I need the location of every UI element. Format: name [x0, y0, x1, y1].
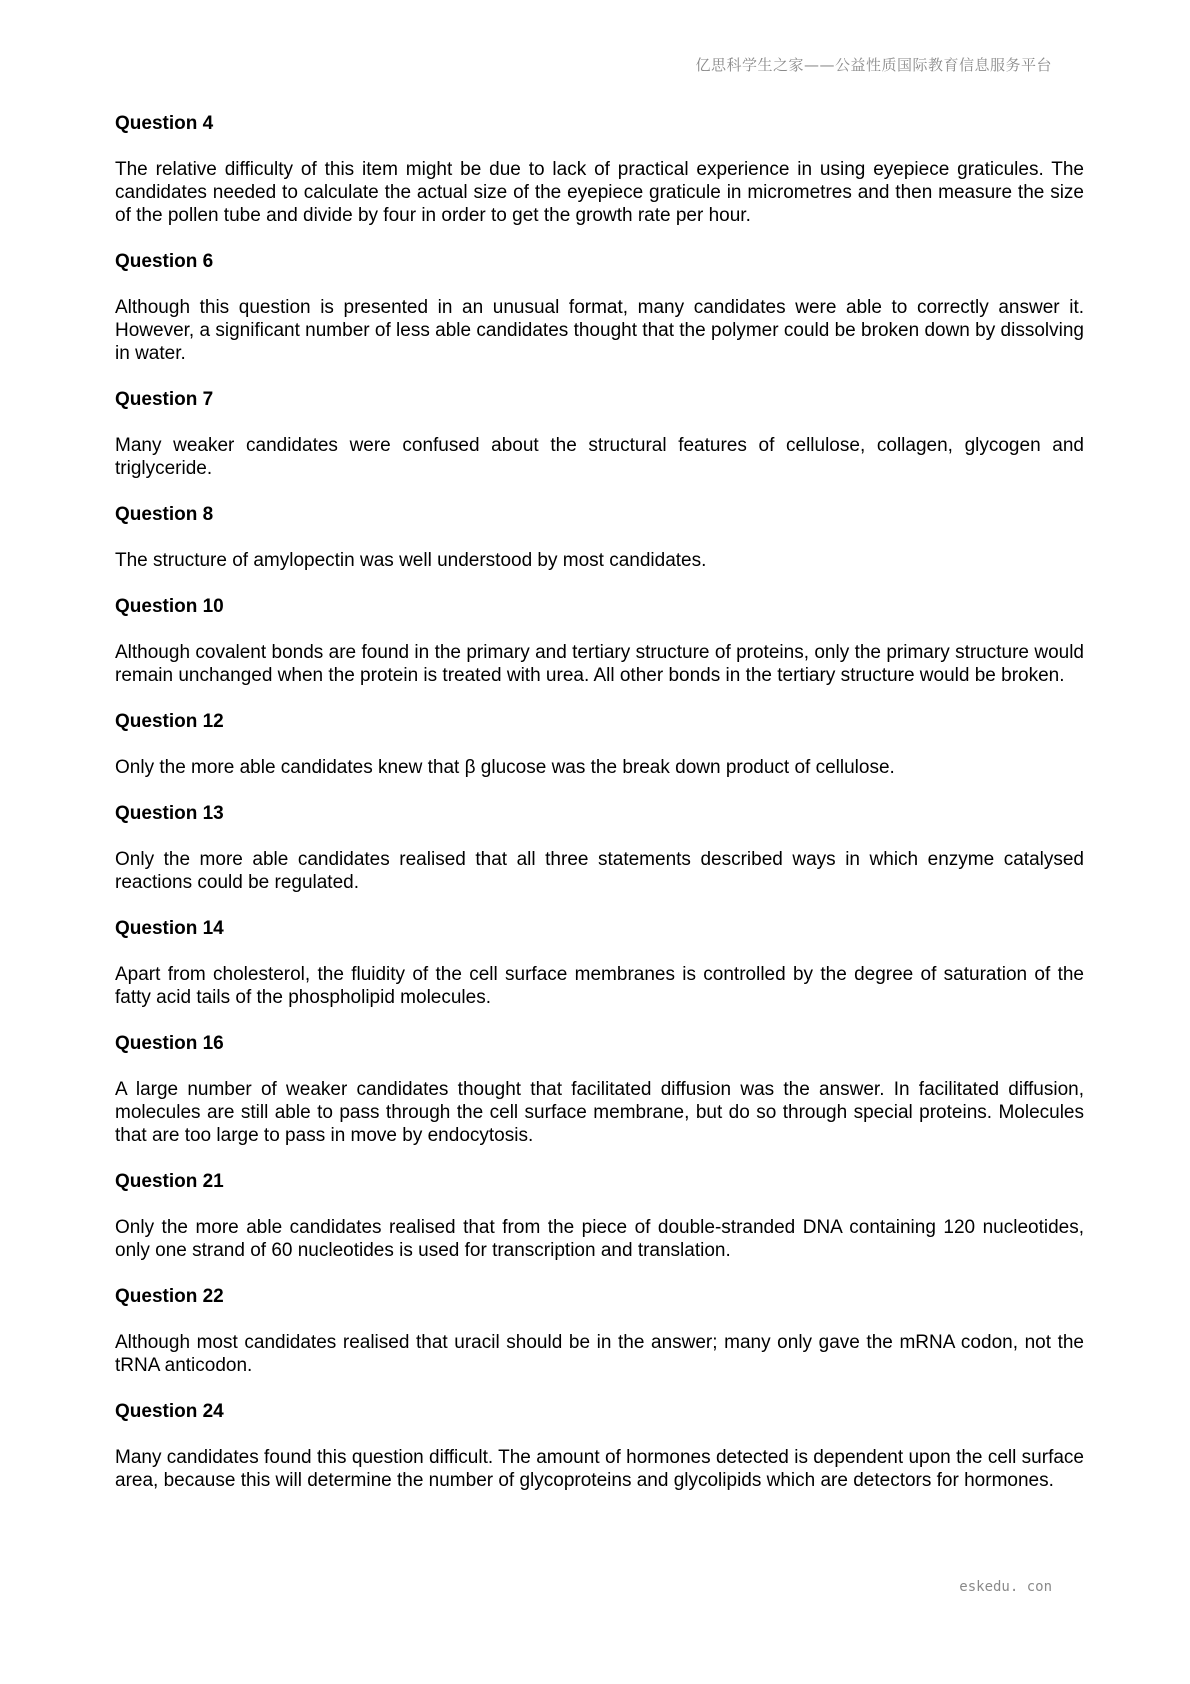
question-commentary: Although this question is presented in an unusual format, many candidates were able to correctly answer it. However, a significant number of less able candidates thought that the polymer could be broken down by dissolving in water.	[115, 297, 1084, 364]
question-13-section	[115, 802, 1084, 894]
question-heading: Question 13	[115, 803, 224, 824]
question-commentary: Although most candidates realised that uracil should be in the answer; many only gave the mRNA codon, not the tRNA anticodon.	[115, 1332, 1084, 1376]
question-21-section	[115, 1170, 1084, 1262]
page-header: 亿思科学生之家——公益性质国际教育信息服务平台	[695, 56, 1052, 74]
question-heading: Question 16	[115, 1033, 224, 1054]
question-heading: Question 12	[115, 711, 224, 732]
question-heading: Question 24	[115, 1401, 224, 1422]
question-4-section	[115, 112, 1084, 227]
question-6-section	[115, 250, 1084, 365]
question-14-section	[115, 917, 1084, 1009]
question-commentary: Only the more able candidates knew that β glucose was the break down product of cellulose.	[115, 757, 895, 778]
question-commentary: Apart from cholesterol, the fluidity of the cell surface membranes is controlled by the degree of saturation of the fatty acid tails of the phospholipid molecules.	[115, 964, 1084, 1008]
question-commentary: Many candidates found this question difficult. The amount of hormones detected is dependent upon the cell surface area, because this will determine the number of glycoproteins and glycolipids which are detectors for hormones.	[115, 1447, 1084, 1491]
question-22-section	[115, 1285, 1084, 1377]
question-commentary: The structure of amylopectin was well understood by most candidates.	[115, 550, 707, 571]
question-commentary: Many weaker candidates were confused about the structural features of cellulose, collagen, glycogen and triglyceride.	[115, 435, 1084, 479]
question-heading: Question 14	[115, 918, 224, 939]
question-8-section	[115, 503, 1084, 572]
question-heading: Question 8	[115, 504, 214, 525]
question-commentary: Although covalent bonds are found in the primary and tertiary structure of proteins, only the primary structure would remain unchanged when the protein is treated with urea. All other bonds in the tertiary structure would be broken.	[115, 642, 1084, 686]
question-heading: Question 6	[115, 251, 214, 272]
question-24-section	[115, 1400, 1084, 1492]
document-body	[115, 112, 1084, 1515]
page-footer: eskedu. con	[959, 1579, 1052, 1595]
question-commentary: Only the more able candidates realised that all three statements described ways in which enzyme catalysed reactions could be regulated.	[115, 849, 1084, 893]
question-heading: Question 21	[115, 1171, 224, 1192]
question-commentary: The relative difficulty of this item might be due to lack of practical experience in using eyepiece graticules. The candidates needed to calculate the actual size of the eyepiece graticule in micrometres and then measure the size of the pollen tube and divide by four in order to get the growth rate per hour.	[115, 159, 1084, 226]
question-heading: Question 10	[115, 596, 224, 617]
question-16-section	[115, 1032, 1084, 1147]
question-10-section	[115, 595, 1084, 687]
question-heading: Question 22	[115, 1286, 224, 1307]
question-commentary: Only the more able candidates realised that from the piece of double-stranded DNA containing 120 nucleotides, only one strand of 60 nucleotides is used for transcription and translation.	[115, 1217, 1084, 1261]
question-12-section	[115, 710, 1084, 779]
question-commentary: A large number of weaker candidates thought that facilitated diffusion was the answer. In facilitated diffusion, molecules are still able to pass through the cell surface membrane, but do so through special proteins. Molecules that are too large to pass in move by endocytosis.	[115, 1079, 1084, 1146]
question-heading: Question 4	[115, 113, 214, 134]
question-heading: Question 7	[115, 389, 214, 410]
question-7-section	[115, 388, 1084, 480]
